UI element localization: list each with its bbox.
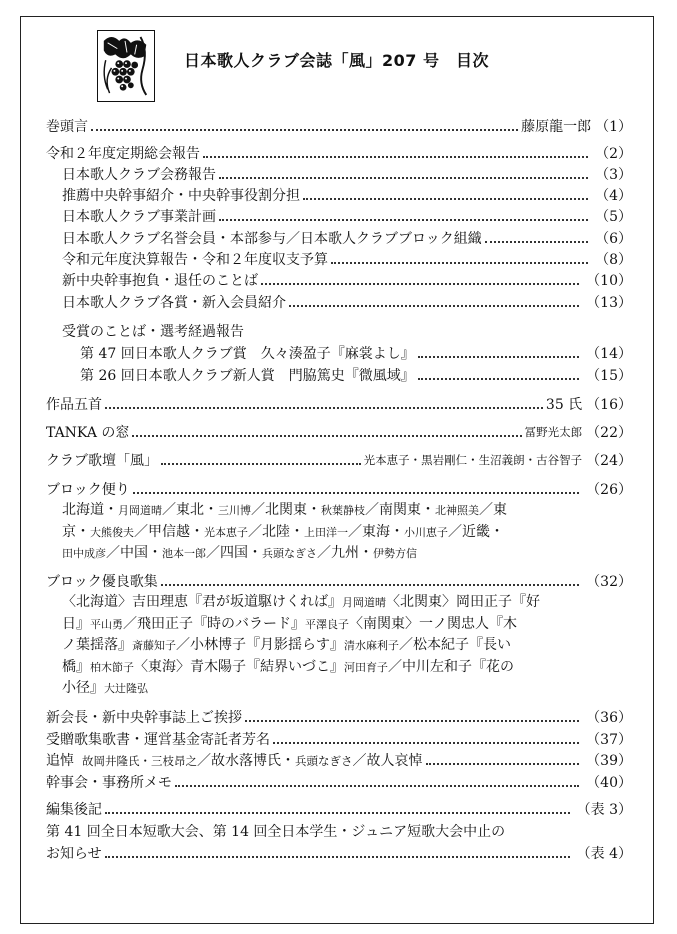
toc-page: （40）: [586, 775, 632, 791]
toc-page: （22）: [586, 425, 632, 441]
toc-label: 日本歌人クラブ名誉会員・本部参与／日本歌人クラブブロック組織: [62, 231, 482, 247]
leader-dots: [161, 570, 579, 586]
anthology-line: ノ葉揺落』斎藤知子／小林博子『月影揺らす』清水麻利子／松本紀子『長い: [62, 637, 511, 653]
toc-author: 35 氏: [545, 397, 583, 413]
toc-page: （24）: [586, 453, 632, 469]
toc-label: クラブ歌壇「風」: [46, 453, 158, 469]
toc-page: （15）: [586, 368, 632, 384]
leader-dots: [303, 184, 588, 200]
toc-row-suisen[interactable]: [62, 185, 632, 205]
leader-dots: [105, 842, 570, 858]
toc-label: TANKA の窓: [46, 425, 130, 441]
leader-dots: [289, 291, 579, 307]
toc-row-sakuhin[interactable]: [46, 394, 632, 414]
toc-row-kaimu[interactable]: [62, 164, 632, 184]
block-news-detail: [62, 500, 507, 565]
leader-dots: [105, 798, 570, 814]
toc-page: （表 4）: [576, 846, 632, 862]
leader-dots: [219, 205, 588, 221]
toc-label: ブロック便り: [46, 482, 130, 498]
toc-label: ブロック優良歌集: [46, 574, 158, 590]
toc-page: （16）: [586, 397, 632, 413]
toc-label: 新中央幹事抱負・退任のことば: [62, 273, 258, 289]
toc-page: （表 3）: [576, 802, 632, 818]
anthology-line: 日』平山勇／飛田正子『時のバラード』平澤良子〈南関東〉一ノ関忠人『木: [62, 615, 517, 632]
toc-label: 第 26 回日本歌人クラブ新人賞 門脇篤史『微風域』: [80, 368, 415, 384]
toc-label: 巻頭言: [46, 119, 88, 135]
toc-label: 新会長・新中央幹事誌上ご挨拶: [46, 710, 242, 726]
toc-page: （1）: [595, 119, 632, 135]
toc-row-kadan[interactable]: [46, 450, 632, 470]
anthology-line: 橋』柏木節子〈東海〉青木陽子『結界いづこ』河田育子／中川左和子『花の: [62, 658, 514, 675]
leader-dots: [133, 478, 579, 494]
toc-label: 日本歌人クラブ各賞・新入会員紹介: [62, 295, 286, 311]
toc-row-jigyou[interactable]: [62, 206, 632, 226]
anthology-line: 小径』大辻隆弘: [62, 680, 148, 696]
toc-page: （10）: [586, 273, 632, 289]
leader-dots: [426, 749, 580, 765]
toc-page: （37）: [586, 732, 632, 748]
toc-label: 幹事会・事務所メモ: [46, 775, 172, 791]
toc-row-meiyo[interactable]: [62, 228, 632, 248]
toc-author: 藤原龍一郎: [521, 119, 592, 135]
leader-dots: [261, 269, 579, 285]
toc-row-block-news[interactable]: [46, 479, 632, 499]
toc-row-club-award[interactable]: [80, 343, 632, 363]
toc-row-greetings[interactable]: [46, 707, 632, 727]
toc-label: 日本歌人クラブ事業計画: [62, 209, 216, 225]
toc-label: 日本歌人クラブ会務報告: [62, 167, 216, 183]
toc-row-jushou-heading: [62, 321, 632, 341]
leader-dots: [245, 706, 579, 722]
leader-dots: [105, 393, 543, 409]
toc-row-notice[interactable]: [46, 843, 632, 863]
toc-page: （39）: [586, 753, 632, 769]
leader-dots: [161, 449, 361, 465]
leader-dots: [219, 163, 588, 179]
toc-row-memo[interactable]: [46, 772, 632, 792]
leader-dots: [331, 248, 588, 264]
toc-page: （2）: [595, 146, 632, 162]
leader-dots: [91, 115, 518, 131]
toc-page: （32）: [586, 574, 632, 590]
toc-row-soukai[interactable]: [46, 143, 632, 163]
toc-row-donations[interactable]: [46, 729, 632, 749]
block-news-line: 北海道・月岡道晴／東北・三川博／北関東・秋葉静枝／南関東・北神照美／東: [62, 502, 507, 518]
toc-row-afterword[interactable]: [46, 799, 632, 819]
toc-label: 第 41 回全日本短歌大会、第 14 回全日本学生・ジュニア短歌大会中止の: [46, 824, 506, 840]
leader-dots: [418, 364, 579, 380]
page-title: 日本歌人クラブ会誌「風」207 号 目次: [184, 51, 489, 70]
memorial-detail: 故岡井隆氏・三枝昂之／故水落博氏・兵頭なぎさ／故人哀悼: [82, 753, 423, 769]
toc-page: （13）: [586, 295, 632, 311]
leader-dots: [203, 142, 588, 158]
toc-page: （8）: [595, 252, 632, 268]
toc-page: （6）: [595, 231, 632, 247]
leader-dots: [273, 728, 579, 744]
toc-page: （36）: [586, 710, 632, 726]
toc-page: （4）: [595, 188, 632, 204]
toc-label: 受賞のことば・選考経過報告: [62, 324, 244, 340]
toc-row-houfu[interactable]: [62, 270, 632, 290]
toc-row-block-anthology[interactable]: [46, 571, 632, 591]
toc-label: 第 47 回日本歌人クラブ賞 久々湊盈子『麻裳よし』: [80, 346, 415, 362]
toc-label: 追悼: [46, 753, 74, 769]
toc-author: 冨野光太郎: [524, 425, 583, 439]
toc-label: 令和元年度決算報告・令和２年度収支予算: [62, 252, 328, 268]
leader-dots: [132, 421, 521, 437]
toc-page: （3）: [595, 167, 632, 183]
block-news-line: 京・大熊俊夫／甲信越・光本恵子／北陸・上田洋一／東海・小川恵子／近畿・: [62, 523, 504, 540]
toc-label: お知らせ: [46, 846, 102, 862]
toc-row-cancel-notice: [46, 821, 632, 841]
toc-label: 編集後記: [46, 802, 102, 818]
toc-page: （5）: [595, 209, 632, 225]
toc-row-kessan[interactable]: [62, 249, 632, 269]
toc-page: （26）: [586, 482, 632, 498]
leader-dots: [485, 227, 588, 243]
toc-page: （14）: [586, 346, 632, 362]
toc-row-kantougen[interactable]: [46, 116, 632, 136]
toc-label: 令和２年度定期総会報告: [46, 146, 200, 162]
toc-label: 受贈歌集歌書・運営基金寄託者芳名: [46, 732, 270, 748]
block-anthology-detail: [62, 592, 540, 700]
toc-row-tanka-window[interactable]: [46, 422, 632, 442]
toc-label: 推薦中央幹事紹介・中央幹事役割分担: [62, 188, 300, 204]
leader-dots: [175, 771, 579, 787]
toc-label: 作品五首: [46, 397, 102, 413]
toc-row-newcomer-award[interactable]: [80, 365, 632, 385]
leader-dots: [418, 342, 579, 358]
toc-author: 光本恵子・黒岩剛仁・生沼義朗・古谷智子: [363, 453, 583, 467]
anthology-line: 〈北海道〉吉田理恵『君が坂道駆けくれば』月岡道晴〈北関東〉岡田正子『好: [62, 594, 540, 610]
block-news-line: 田中成彦／中国・池本一郎／四国・兵頭なぎさ／九州・伊勢方信: [62, 545, 417, 561]
toc-row-memorial[interactable]: [46, 750, 632, 770]
toc-row-kakushou[interactable]: [62, 292, 632, 312]
